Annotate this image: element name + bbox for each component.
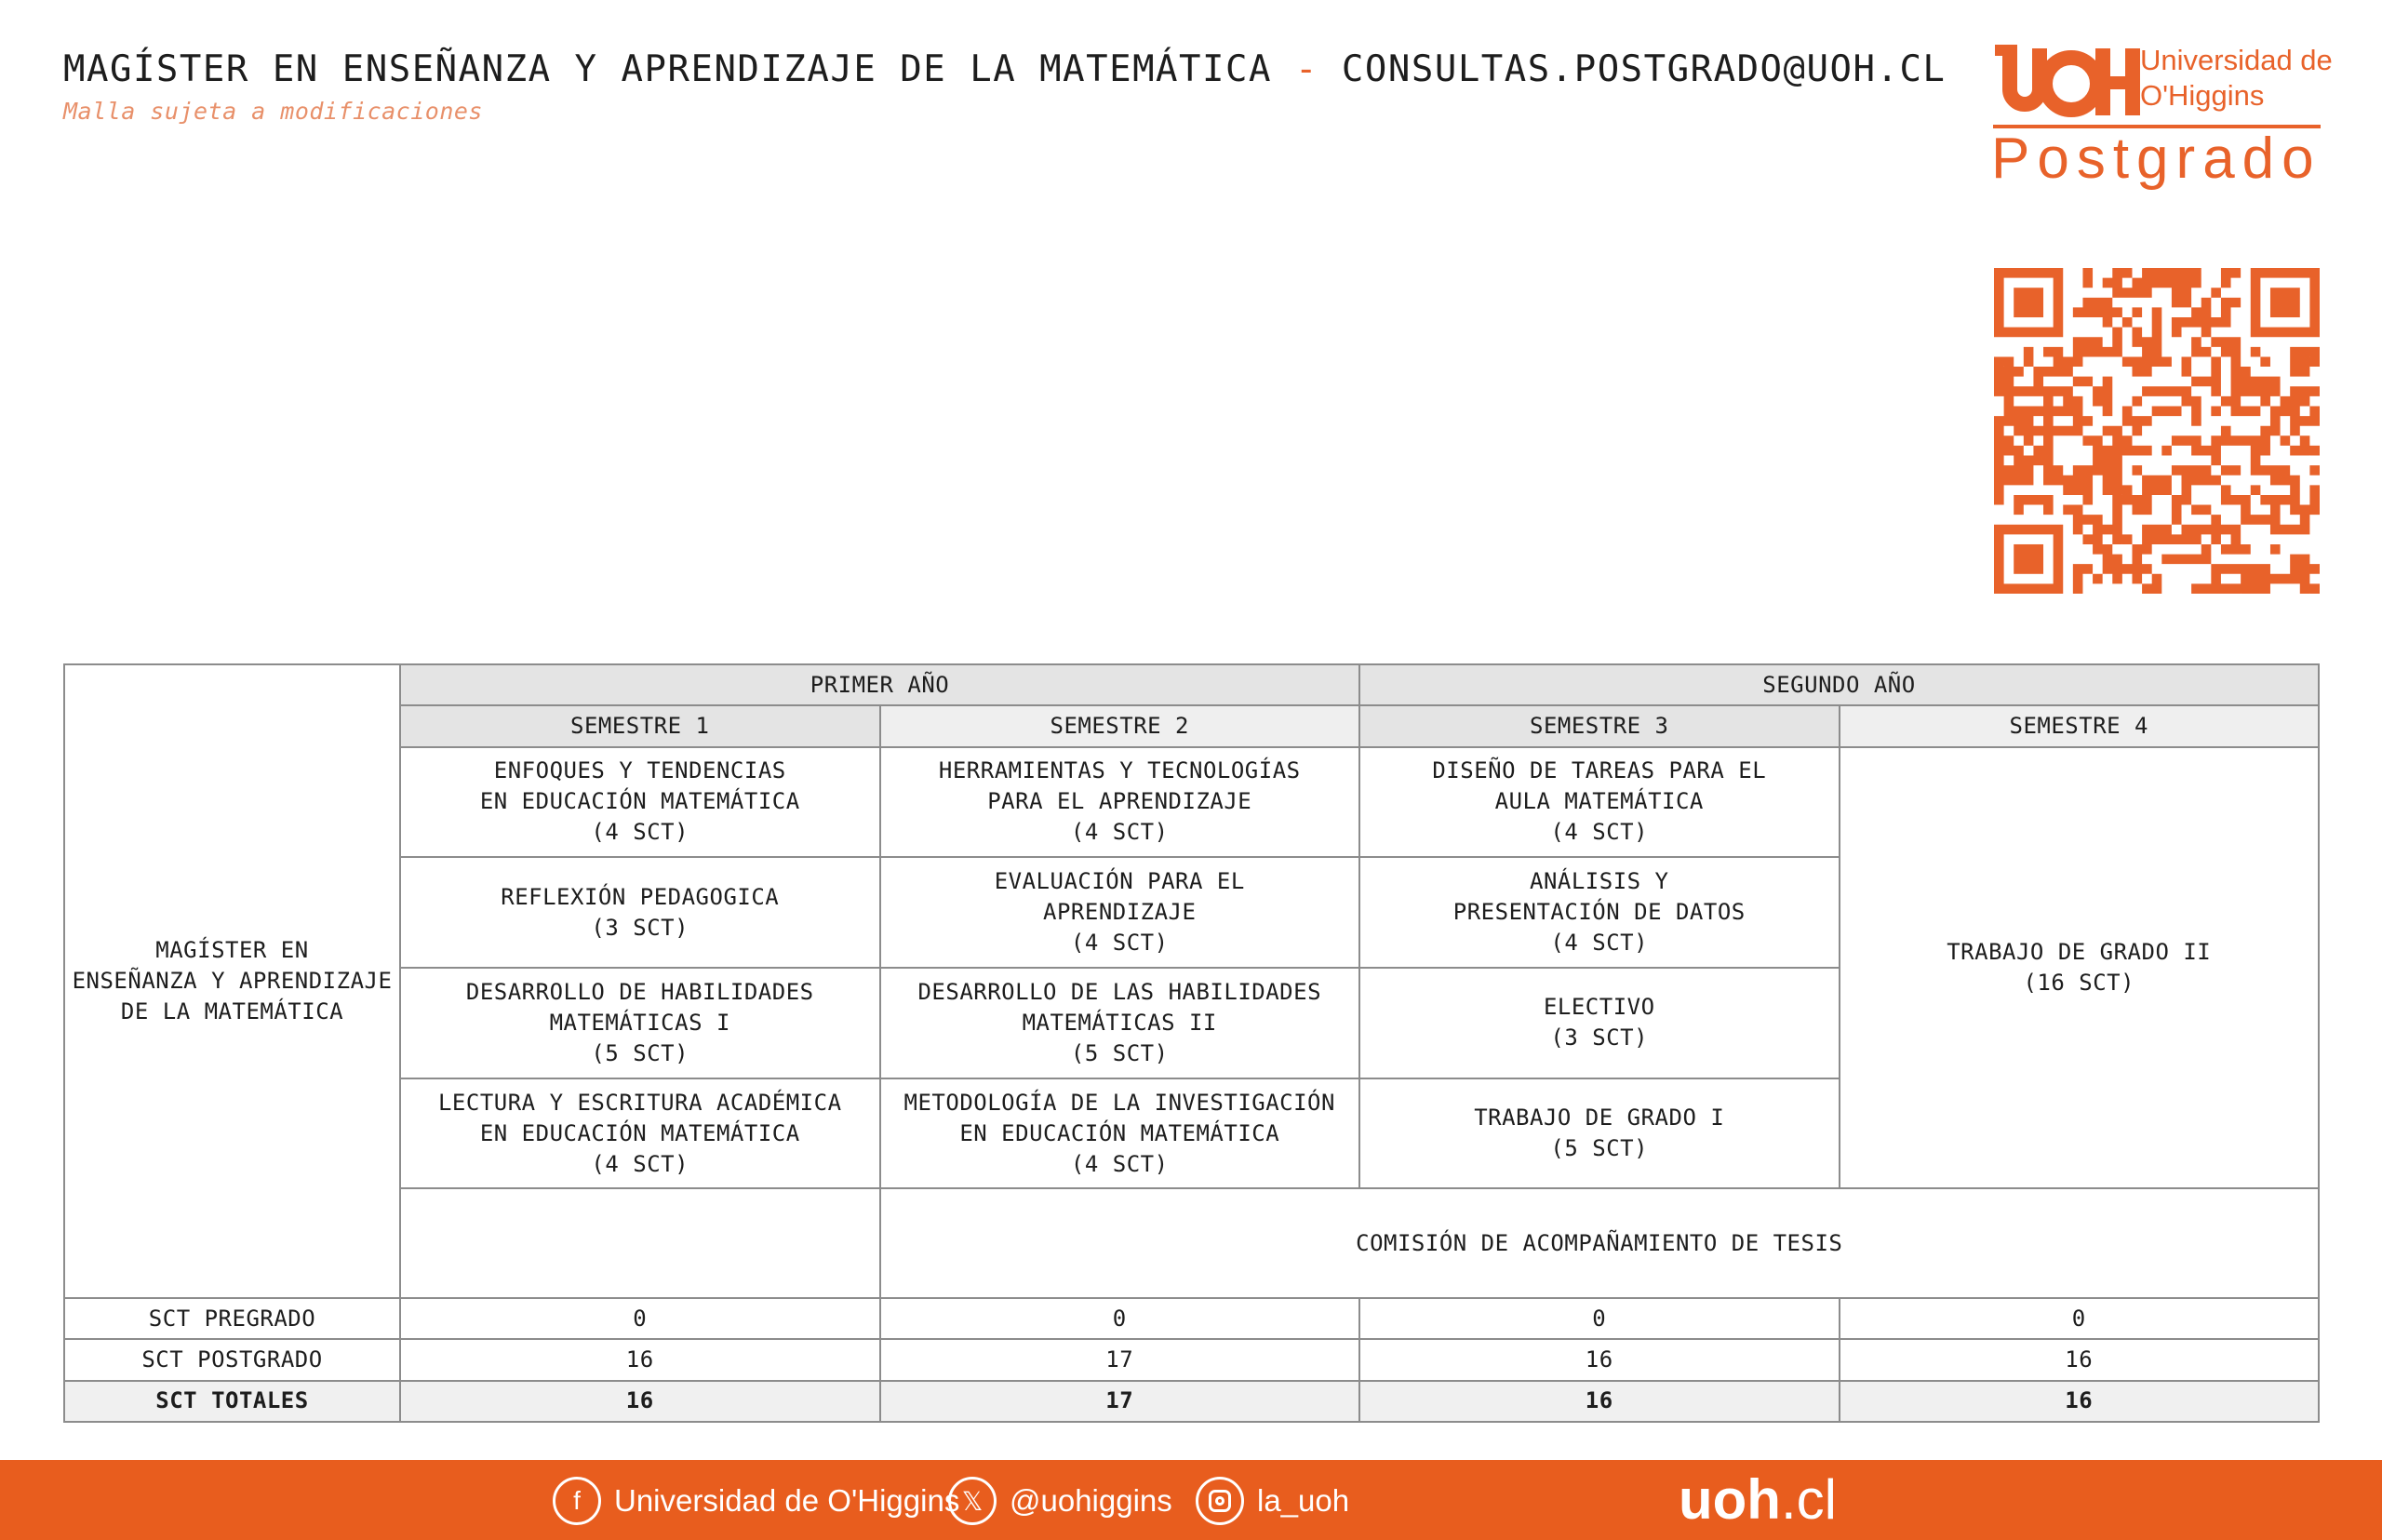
sct-value: 17	[880, 1381, 1360, 1422]
course-cell: DISEÑO DE TAREAS PARA EL AULA MATEMÁTICA (4 SCT)	[1359, 747, 1840, 858]
empty-cell	[400, 1188, 880, 1298]
year-header-second: SEGUNDO AÑO	[1359, 664, 2319, 705]
course-cell: EVALUACIÓN PARA EL APRENDIZAJE (4 SCT)	[880, 857, 1360, 968]
sct-value: 16	[1359, 1339, 1840, 1380]
x-link[interactable]	[948, 1479, 1172, 1523]
program-title: MAGÍSTER EN ENSEÑANZA Y APRENDIZAJE DE LA MATEMÁTICA	[63, 48, 1272, 90]
semester-header-3: SEMESTRE 3	[1359, 705, 1840, 746]
facebook-link[interactable]	[553, 1479, 959, 1523]
sct-row-label: SCT PREGRADO	[64, 1298, 400, 1339]
facebook-icon: f	[553, 1477, 601, 1525]
instagram-link[interactable]	[1196, 1479, 1349, 1523]
semester-header-2: SEMESTRE 2	[880, 705, 1360, 746]
uoh-logo-mark	[1991, 45, 2142, 119]
course-cell: TRABAJO DE GRADO I (5 SCT)	[1359, 1078, 1840, 1189]
course-cell: REFLEXIÓN PEDAGOGICA (3 SCT)	[400, 857, 880, 968]
course-cell: ELECTIVO (3 SCT)	[1359, 968, 1840, 1078]
program-label-cell: MAGÍSTER EN ENSEÑANZA Y APRENDIZAJE DE LA MATEMÁTICA	[64, 664, 400, 1298]
sct-value: 16	[1840, 1381, 2320, 1422]
postgrado-label: Postgrado	[1991, 127, 2322, 191]
sct-value: 0	[400, 1298, 880, 1339]
year-header-first: PRIMER AÑO	[400, 664, 1359, 705]
semester-header-1: SEMESTRE 1	[400, 705, 880, 746]
commission-cell: COMISIÓN DE ACOMPAÑAMIENTO DE TESIS	[880, 1188, 2320, 1298]
course-cell: ANÁLISIS Y PRESENTACIÓN DE DATOS (4 SCT)	[1359, 857, 1840, 968]
website-link[interactable]	[1679, 1469, 1837, 1531]
page-header	[63, 48, 1947, 125]
page-title	[63, 48, 1947, 90]
x-handle: @uohiggins	[1010, 1483, 1172, 1518]
sct-value: 0	[1359, 1298, 1840, 1339]
semester4-course-cell: TRABAJO DE GRADO II (16 SCT)	[1840, 747, 2320, 1189]
semester-header-4: SEMESTRE 4	[1840, 705, 2320, 746]
course-cell: ENFOQUES Y TENDENCIAS EN EDUCACIÓN MATEMÁTICA (4 SCT)	[400, 747, 880, 858]
course-cell: LECTURA Y ESCRITURA ACADÉMICA EN EDUCACIÓN MATEMÁTICA (4 SCT)	[400, 1078, 880, 1189]
sct-value: 17	[880, 1339, 1360, 1380]
course-cell: METODOLOGÍA DE LA INVESTIGACIÓN EN EDUCACIÓN MATEMÁTICA (4 SCT)	[880, 1078, 1360, 1189]
sct-row-label: SCT POSTGRADO	[64, 1339, 400, 1380]
curriculum-table	[63, 663, 2320, 1423]
sct-value: 16	[1359, 1381, 1840, 1422]
sct-value: 16	[1840, 1339, 2320, 1380]
university-name: Universidad de O'Higgins	[2140, 44, 2333, 112]
qr-code[interactable]	[1994, 268, 2320, 594]
sct-value: 0	[1840, 1298, 2320, 1339]
facebook-handle: Universidad de O'Higgins	[614, 1483, 960, 1518]
instagram-handle: la_uoh	[1257, 1483, 1350, 1518]
sct-row-label: SCT TOTALES	[64, 1381, 400, 1422]
course-cell: HERRAMIENTAS Y TECNOLOGÍAS PARA EL APRENDIZAJE (4 SCT)	[880, 747, 1360, 858]
site-name: uoh	[1679, 1468, 1781, 1531]
page-subtitle: Malla sujeta a modificaciones	[63, 98, 483, 125]
sct-value: 0	[880, 1298, 1360, 1339]
course-cell: DESARROLLO DE LAS HABILIDADES MATEMÁTICAS II (5 SCT)	[880, 968, 1360, 1078]
uoh-logo	[1991, 43, 2333, 192]
contact-email[interactable]: CONSULTAS.POSTGRADO@UOH.CL	[1341, 48, 1947, 90]
title-separator: -	[1294, 48, 1318, 90]
site-domain: .cl	[1780, 1468, 1837, 1531]
sct-value: 16	[400, 1381, 880, 1422]
instagram-icon	[1196, 1477, 1244, 1525]
x-icon: 𝕏	[948, 1477, 997, 1525]
footer-bar	[0, 1460, 2382, 1540]
course-cell: DESARROLLO DE HABILIDADES MATEMÁTICAS I (5 SCT)	[400, 968, 880, 1078]
sct-value: 16	[400, 1339, 880, 1380]
